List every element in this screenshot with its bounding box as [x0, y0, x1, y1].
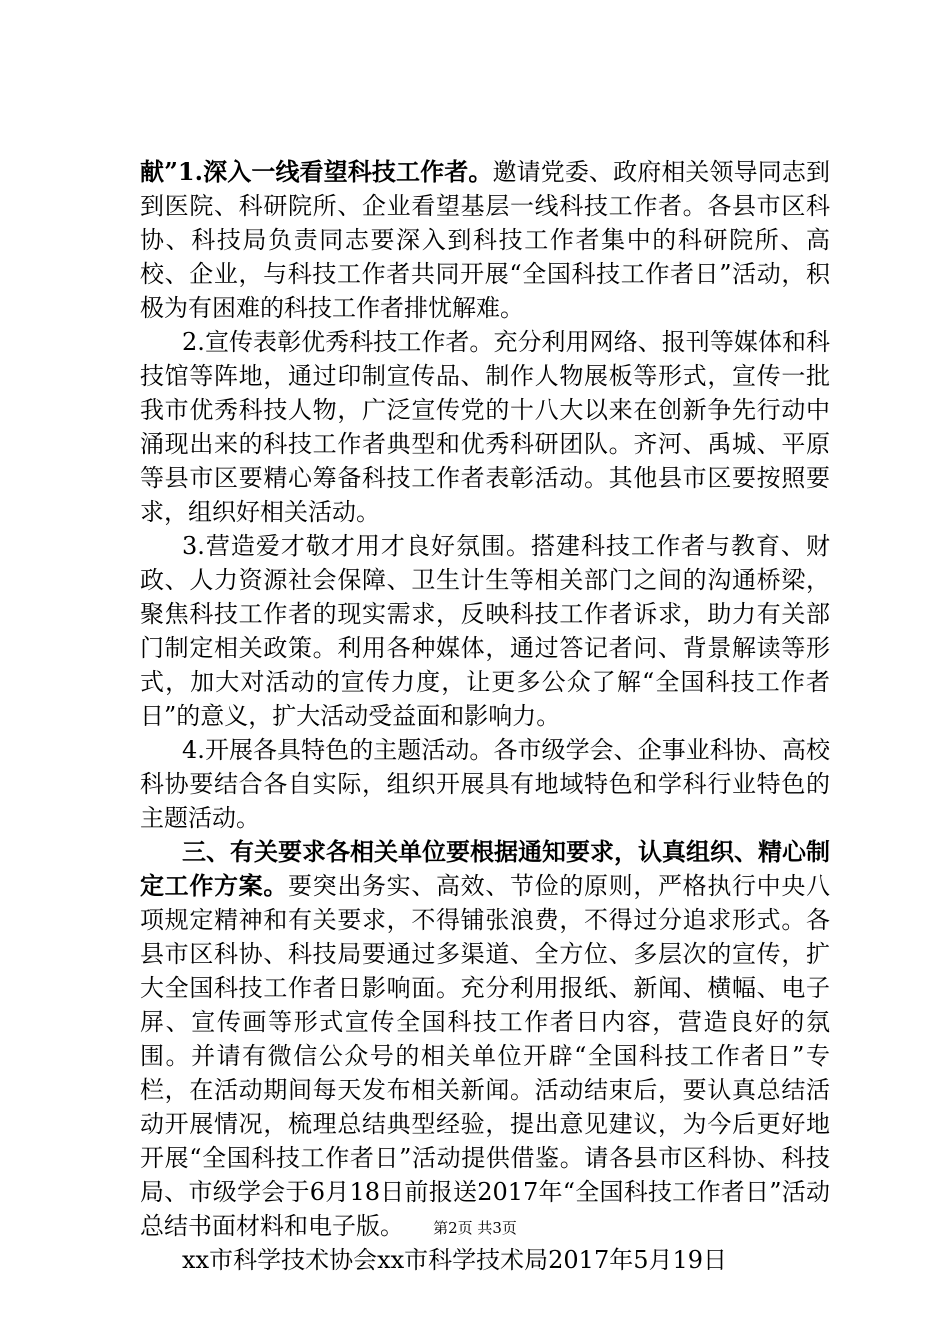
paragraph-visit-workers	[140, 155, 830, 325]
paragraph-text: 要突出务实、高效、节俭的原则，严格执行中央八项规定精神和有关要求，不得铺张浪费，不得过分追求形式。各县市区科协、科技局要通过多渠道、全方位、多层次的宣传，扩大全国科技工作者日影响面。充分利用报纸、新闻、横幅、电子屏、宣传画等形式宣传全国科技工作者日内容，营造良好的氛围。并请有微信公众号的相关单位开辟“全国科技工作者日”专栏，在活动期间每天发布相关新闻。活动结束后，要认真总结活动开展情况，梳理总结典型经验，提出意见建议，为今后更好地开展“全国科技工作者日”活动提供借鉴。请各县市区科协、科技局、市级学会于6月18日前报送2017年“全国科技工作者日”活动总结书面材料和电子版。	[140, 872, 830, 1240]
section-heading: 三、有关要求各相关单位要根据通知要求，认真组织、精心制定工作方案。	[140, 837, 830, 900]
paragraph-text: 4.开展各具特色的主题活动。各市级学会、企事业科协、高校科协要结合各自实际，组织开展具有地域特色和学科行业特色的主题活动。	[140, 736, 830, 832]
page-number: 第2页 共3页	[433, 1219, 517, 1237]
paragraph-requirements	[140, 835, 830, 1243]
signature-line: xx市科学技术协会xx市科学技术局2017年5月19日	[182, 1246, 728, 1274]
paragraph-heading: 献”1.深入一线看望科技工作者。	[140, 157, 493, 186]
paragraph-themed-activities	[140, 733, 830, 835]
page-footer	[0, 1218, 950, 1238]
paragraph-text: 3.营造爱才敬才用才良好氛围。搭建科技工作者与教育、财政、人力资源社会保障、卫生计生等相关部门之间的沟通桥梁，聚焦科技工作者的现实需求，反映科技工作者诉求，助力有关部门制定相关政策。利用各种媒体，通过答记者问、背景解读等形式，加大对活动的宣传力度，让更多公众了解“全国科技工作者日”的意义，扩大活动受益面和影响力。	[140, 532, 830, 730]
paragraph-talent-atmosphere	[140, 529, 830, 733]
paragraph-text: 邀请党委、政府相关领导同志到到医院、科研院所、企业看望基层一线科技工作者。各县市区科协、科技局负责同志要深入到科技工作者集中的科研院所、高校、企业，与科技工作者共同开展“全国科技工作者日”活动，积极为有困难的科技工作者排忧解难。	[140, 158, 831, 322]
paragraph-promote-outstanding	[140, 325, 830, 529]
paragraph-text: 2.宣传表彰优秀科技工作者。充分利用网络、报刊等媒体和科技馆等阵地，通过印制宣传品、制作人物展板等形式，宣传一批我市优秀科技人物，广泛宣传党的十八大以来在创新争先行动中涌现出来的科技工作者典型和优秀科研团队。齐河、禹城、平原等县市区要精心筹备科技工作者表彰活动。其他县市区要按照要求，组织好相关活动。	[140, 328, 830, 526]
document-body	[140, 155, 830, 1277]
